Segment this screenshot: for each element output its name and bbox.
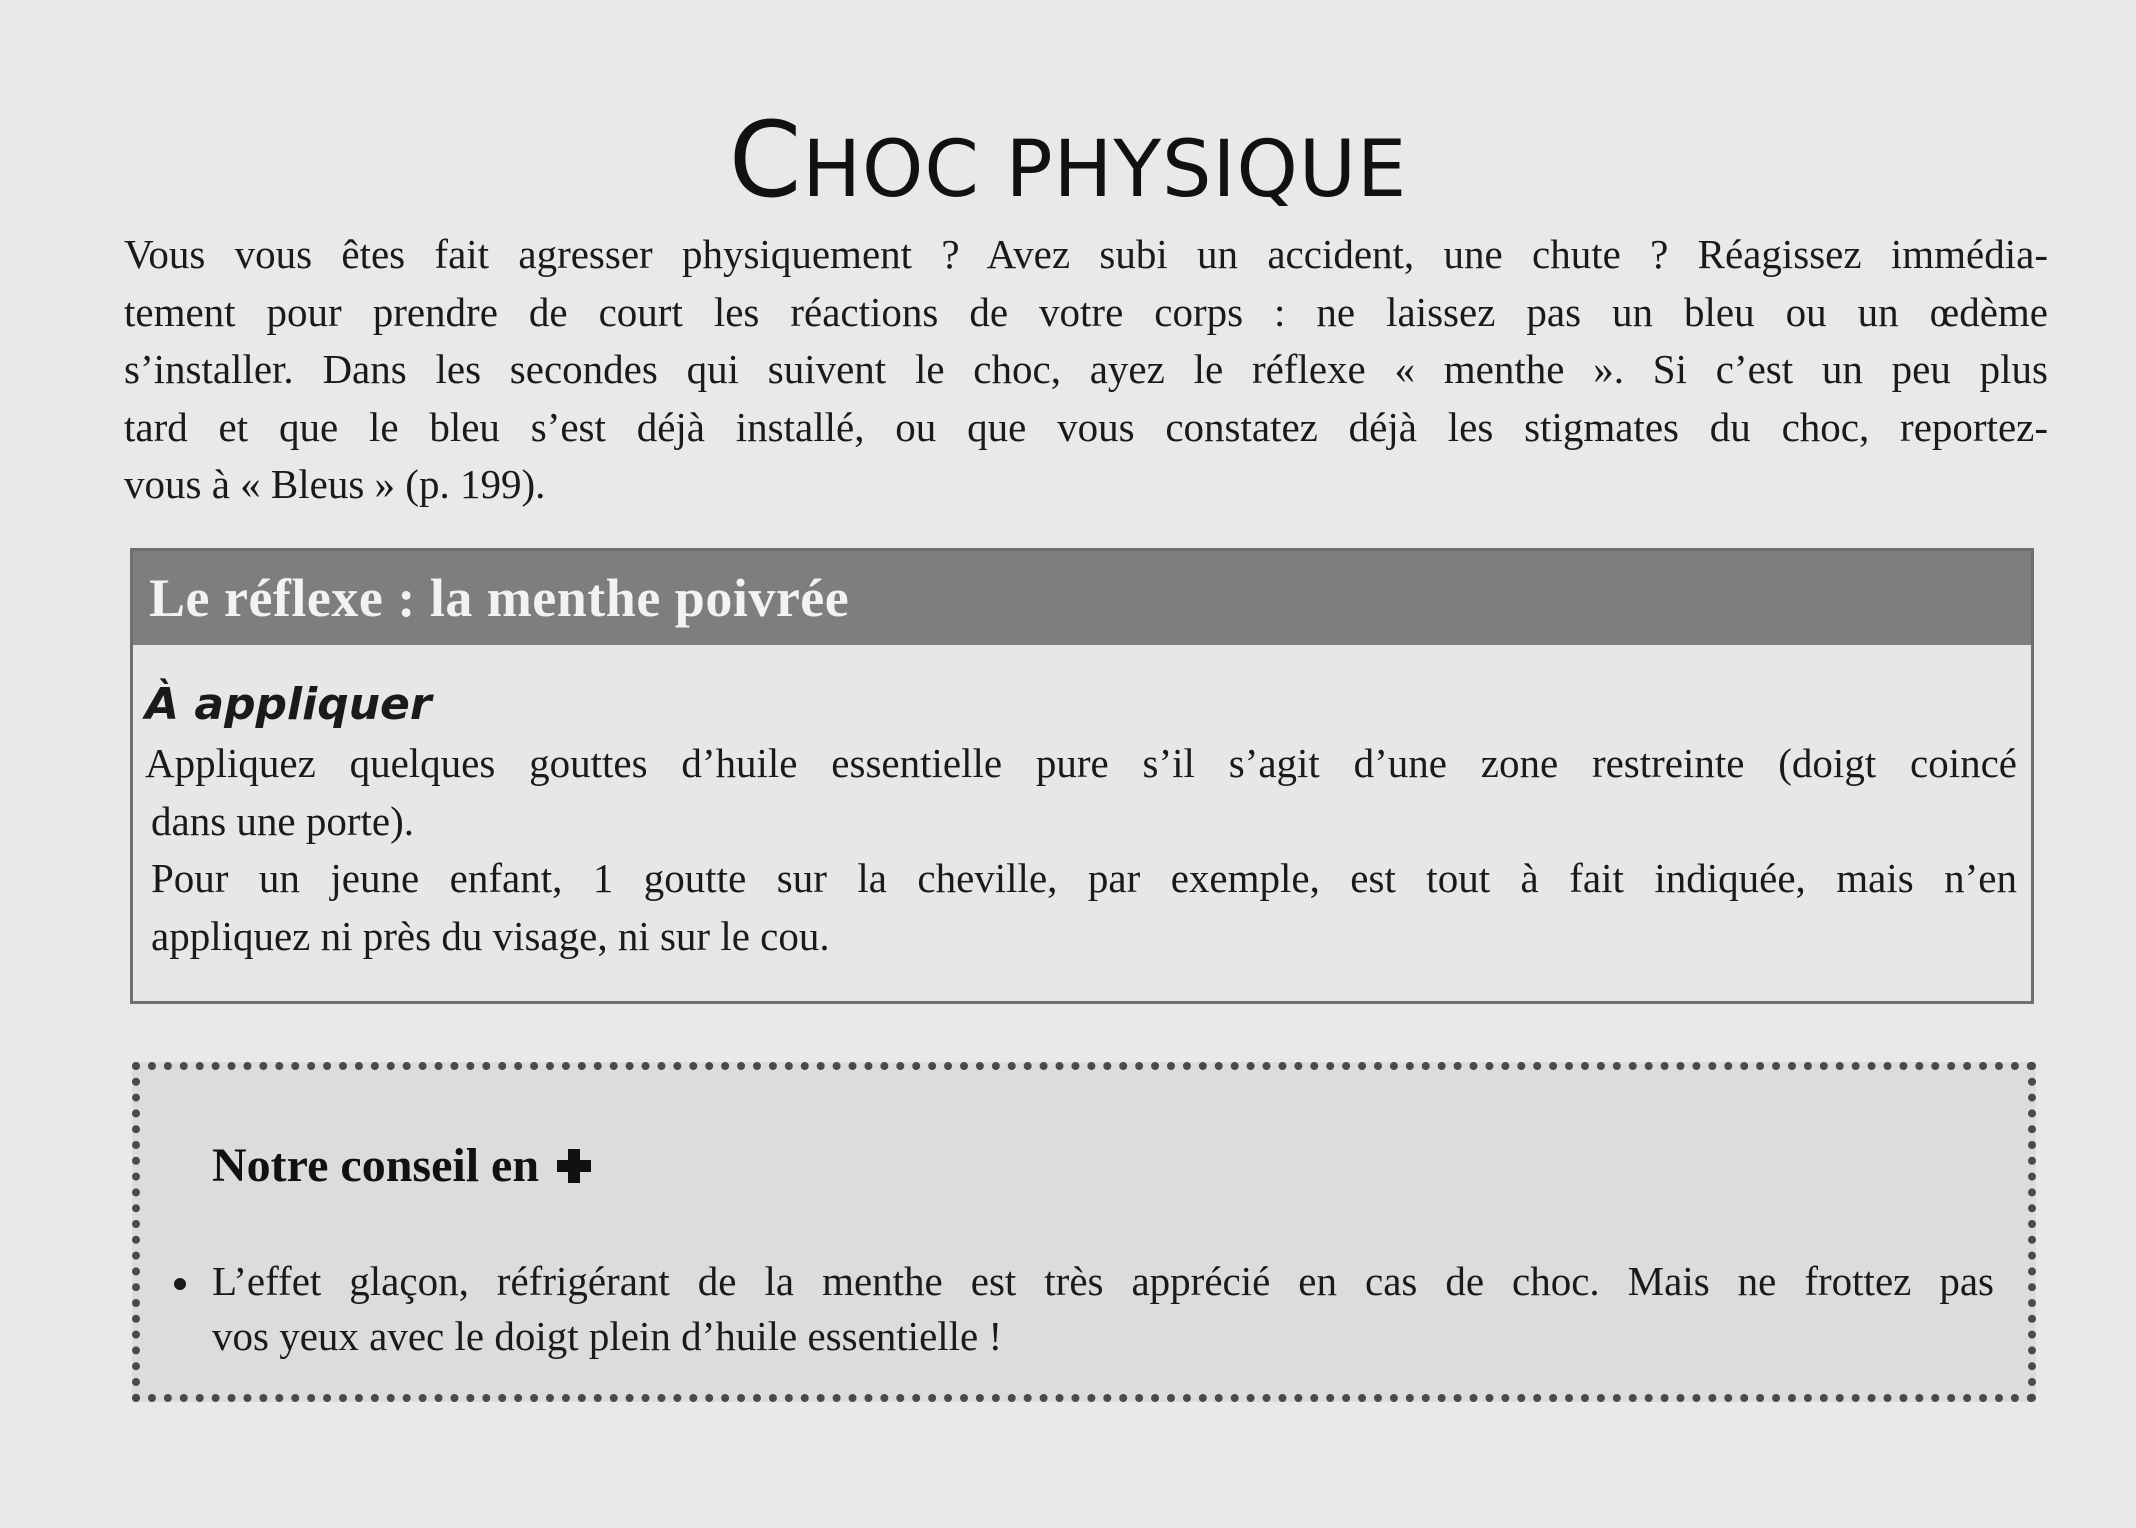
intro-line: Vous vous êtes fait agresser physiquement ? Avez subi un accident, une chute ? Réagissez immédia- <box>124 231 2048 277</box>
tip-list <box>174 1254 1994 1364</box>
reflex-line: Pour un jeune enfant, 1 goutte sur la cheville, par exemple, est tout à fait indiquée, mais n’en <box>151 855 2017 901</box>
intro-line: tard et que le bleu s’est déjà installé, ou que vous constatez déjà les stigmates du choc, reportez- <box>124 403 2048 450</box>
bullet-icon <box>174 1278 186 1290</box>
reflex-box <box>130 548 2034 1004</box>
reflex-line: dans une porte). <box>151 797 414 844</box>
tip-title-text: Notre conseil en <box>212 1139 540 1192</box>
page-title-first-letter: C <box>728 99 803 222</box>
reflex-line: Appliquez quelques gouttes d’huile essentielle pure s’il s’agit d’une zone restreinte (doigt coincé <box>145 740 2017 786</box>
intro-line: tement pour prendre de court les réactions de votre corps : ne laissez pas un bleu ou un œdème <box>124 288 2048 335</box>
intro-paragraph <box>124 226 2048 514</box>
tip-line: vos yeux avec le doigt plein d’huile essentielle ! <box>212 1313 1003 1359</box>
plus-icon <box>557 1149 591 1183</box>
reflex-text <box>145 735 2017 965</box>
intro-line: s’installer. Dans les secondes qui suivent le choc, ayez le réflexe « menthe ». Si c’est un peu plus <box>124 346 2048 392</box>
page-title <box>0 99 2136 222</box>
reflex-line: appliquez ni près du visage, ni sur le cou. <box>151 912 830 959</box>
tip-line: L’effet glaçon, réfrigérant de la menthe est très apprécié en cas de choc. Mais ne frottez pas <box>212 1258 1994 1304</box>
intro-line: vous à « Bleus » (p. 199). <box>124 461 546 507</box>
tip-box <box>132 1062 2036 1402</box>
page-title-rest: HOC PHYSIQUE <box>802 125 1408 216</box>
list-item <box>174 1254 1994 1364</box>
tip-title <box>212 1136 591 1196</box>
reflex-subheading: À appliquer <box>145 679 432 730</box>
reflex-header: Le réflexe : la menthe poivrée <box>133 551 2031 645</box>
